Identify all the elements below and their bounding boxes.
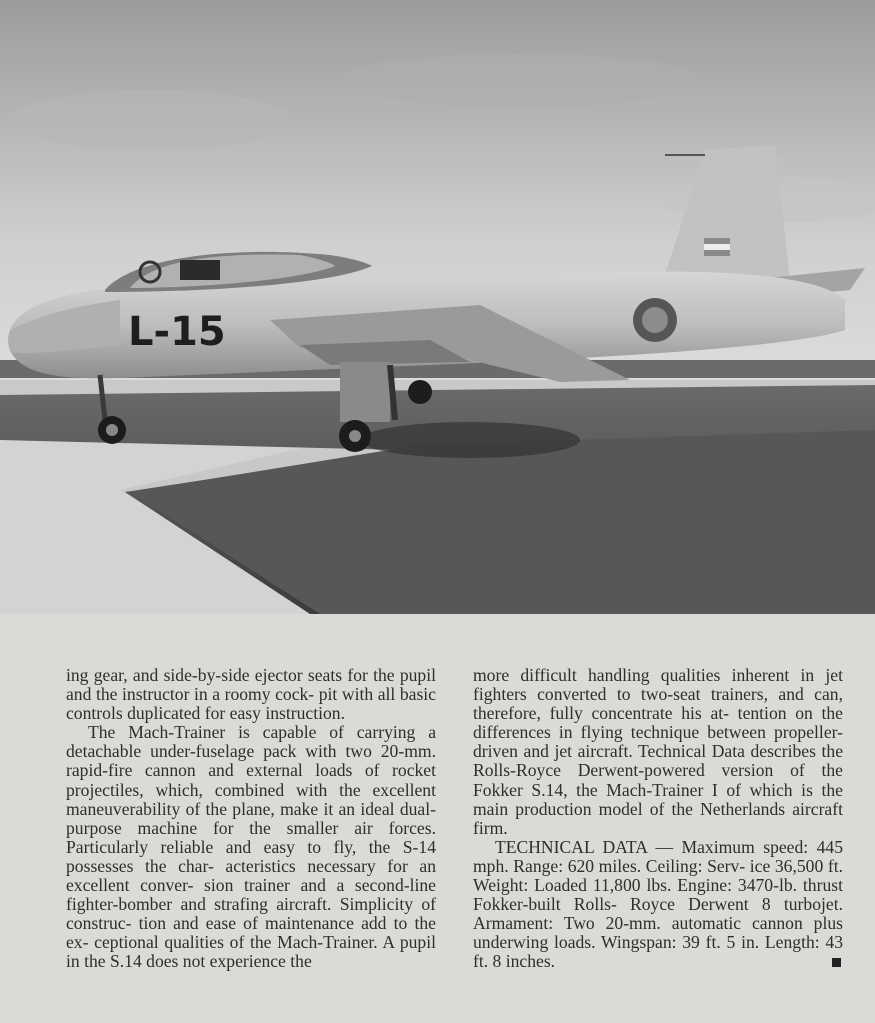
article-paragraph: more difficult handling qualities inherent in jet fighters converted to two-seat trainers, and can, therefore, fully concentrate his at- tention on the differences in flying technique between propeller-driven and jet aircraft. Technical Data describes the Rolls-Royce Derwent-powered version of the Fokker S.14, the Mach-Trainer I of which is the main production model of the Netherlands aircraft firm.	[473, 665, 843, 838]
aircraft-number-marking: L-15	[128, 309, 226, 355]
article-text-area	[0, 614, 875, 1023]
technical-data-text: TECHNICAL DATA — Maximum speed: 445 mph. Range: 620 miles. Ceiling: Serv- ice 36,500 ft. Weight: Loaded 11,800 lbs. Engine: 3470-lb. thrust Fokker-built Rolls- Royce Derwent 8 turbojet. Armament: Two 20-mm. automatic cannon plus underwing loads. Wingspan: 39 ft. 5 in. Length: 43 ft. 8 inches.	[473, 836, 843, 972]
article-column-right	[473, 666, 843, 972]
article-paragraph: The Mach-Trainer is capable of carrying a detachable under-fuselage pack with two 20-mm. rapid-fire cannon and external loads of rocket projectiles, which, combined with the excellent maneuverability of the plane, make it an ideal dual-purpose machine for the smaller air forces. Particularly reliable and easy to fly, the S-14 possesses the char- acteristics necessary for an excellent conver- sion trainer and a second-line fighter-bomber and strafing aircraft. Simplicity of construc- tion and ease of maintenance add to the ex- ceptional qualities of the Mach-Trainer. A pupil in the S.14 does not experience the	[66, 722, 436, 972]
article-paragraph	[473, 838, 843, 972]
article-paragraph: ing gear, and side-by-side ejector seats for the pupil and the instructor in a roomy cock- pit with all basic controls duplicated for easy instruction.	[66, 665, 436, 724]
end-mark-icon	[832, 958, 841, 967]
article-column-left	[66, 666, 436, 972]
